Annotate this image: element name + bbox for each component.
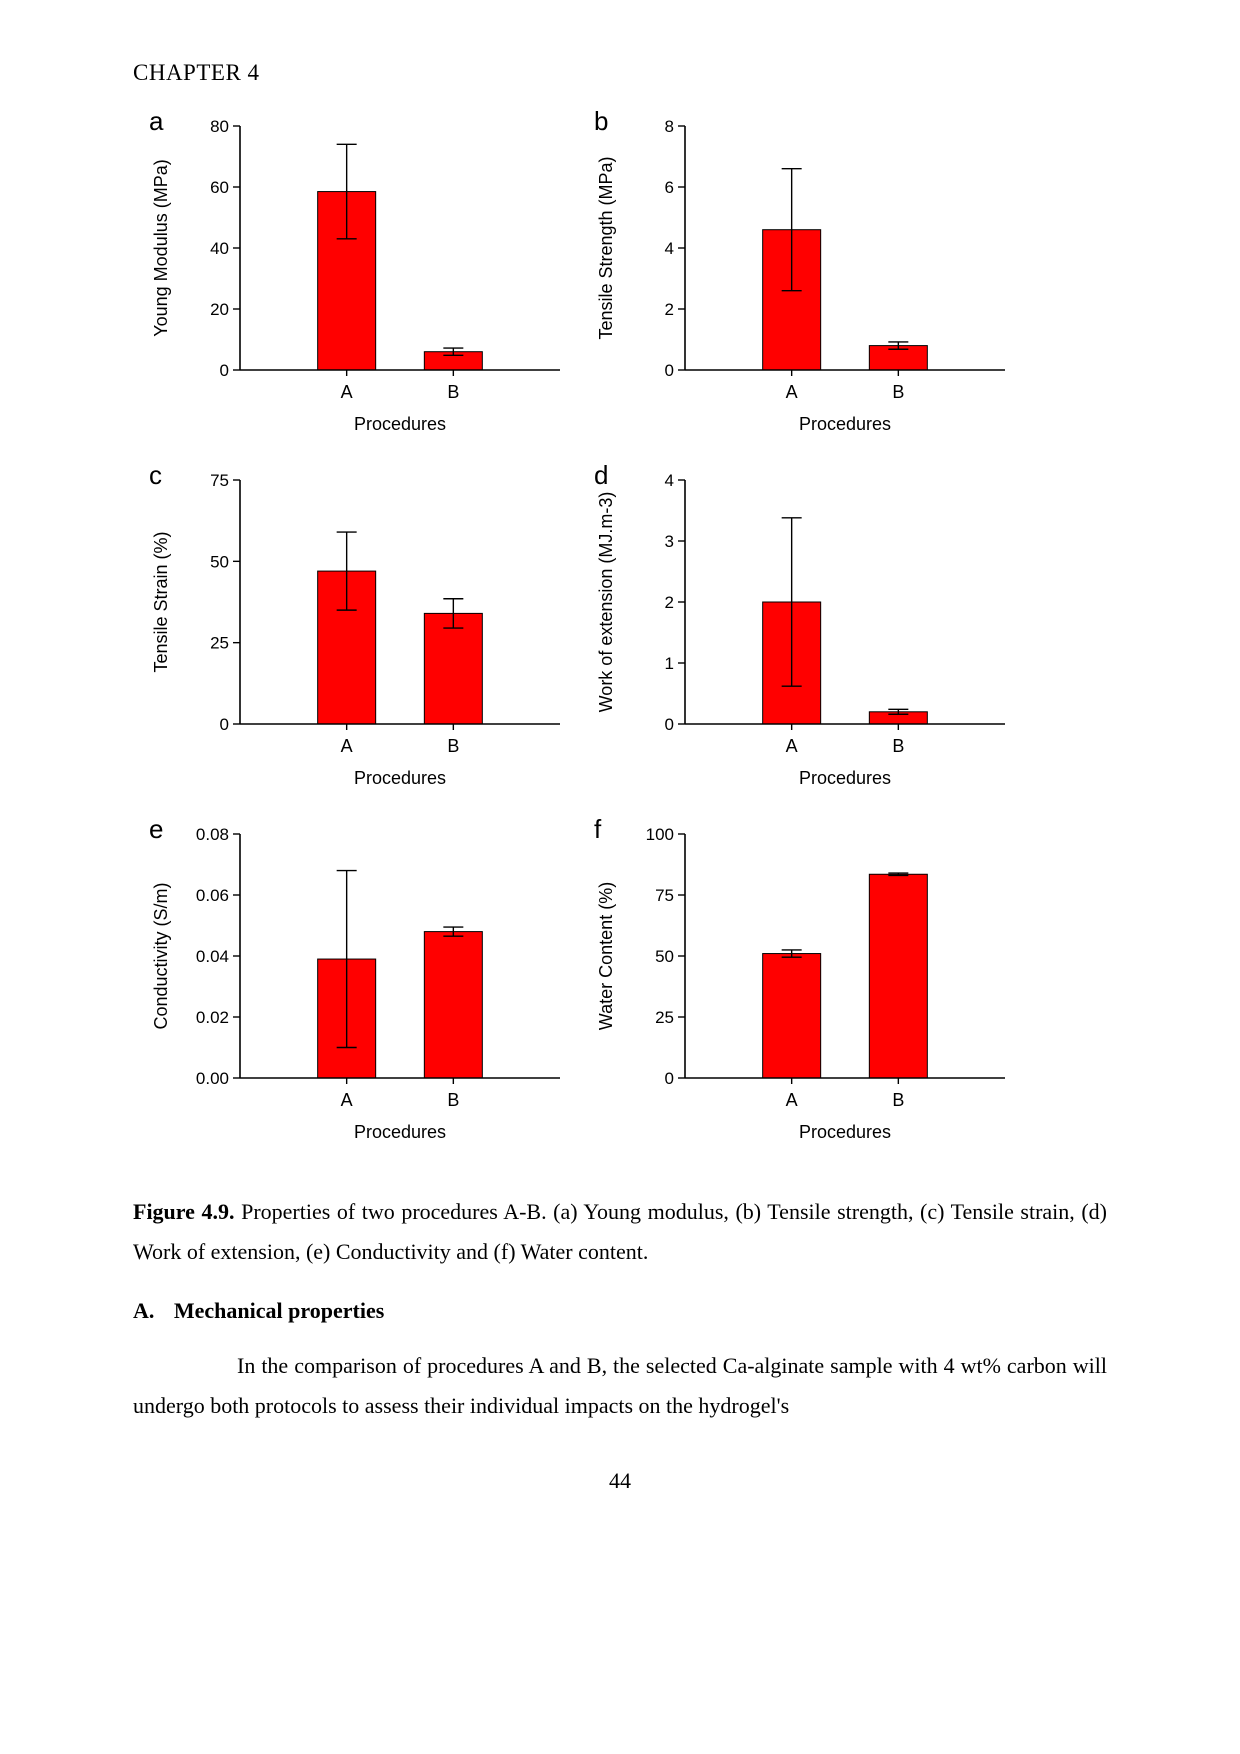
x-tick-label: B (892, 382, 905, 402)
figure-caption (133, 1192, 1107, 1272)
x-tick-label: A (785, 736, 798, 756)
y-axis-title: Water Content (%) (596, 881, 616, 1031)
y-tick-label: 3 (664, 532, 674, 551)
panel-letter-d: d (594, 460, 609, 490)
figure-caption-text: Properties of two procedures A-B. (a) Young modulus, (b) Tensile strength, (c) Tensile strain, (d) Work of extension, (e) Conductivity and (f) Water content. (133, 1199, 1108, 1265)
body-paragraph: In the comparison of procedures A and B, the selected Ca-alginate sample with 4 wt% carbon will undergo both protocols to assess their individual impacts on the hydrogel's (133, 1353, 1107, 1419)
x-axis-title: Procedures (353, 768, 447, 788)
chart-canvas-e (145, 820, 580, 1155)
figure-grid (145, 106, 1240, 1152)
chart-f (590, 814, 1035, 1152)
chart-svg-d (590, 466, 1025, 796)
chart-c (145, 460, 590, 798)
y-axis-title: Tensile Strain (%) (151, 531, 171, 673)
figure-caption-label: Figure 4.9. (133, 1199, 235, 1224)
x-axis-title: Procedures (353, 414, 447, 434)
x-tick-label: A (340, 382, 353, 402)
y-tick-label: 4 (664, 471, 674, 490)
y-tick-label: 8 (664, 117, 674, 136)
y-axis-title: Young Modulus (MPa) (151, 159, 171, 337)
y-tick-label: 0 (664, 361, 674, 380)
chart-a (145, 106, 590, 444)
chart-d (590, 460, 1035, 798)
x-axis-title: Procedures (798, 768, 892, 788)
section-heading-number: A. (133, 1298, 155, 1324)
x-tick-label: B (447, 382, 460, 402)
x-tick-label: A (340, 1090, 353, 1110)
y-tick-label: 20 (210, 300, 229, 319)
y-tick-label: 0.02 (195, 1008, 229, 1027)
y-tick-label: 0.00 (195, 1069, 229, 1088)
chart-canvas-f (590, 820, 1025, 1155)
section-heading-text: Mechanical properties (173, 1298, 385, 1324)
panel-letter-a: a (149, 106, 164, 136)
chart-e (145, 814, 590, 1152)
y-tick-label: 2 (664, 300, 674, 319)
y-tick-label: 6 (664, 178, 674, 197)
panel-letter-b: b (594, 106, 609, 136)
y-axis-title: Work of extension (MJ.m-3) (596, 491, 616, 713)
y-axis-title: Conductivity (S/m) (151, 882, 171, 1030)
x-tick-label: B (447, 1090, 460, 1110)
y-tick-label: 0.06 (195, 886, 229, 905)
x-tick-label: B (892, 1090, 905, 1110)
y-tick-label: 0 (219, 715, 229, 734)
chart-canvas-b (590, 112, 1025, 447)
chart-svg-e (145, 820, 580, 1150)
chart-canvas-a (145, 112, 580, 447)
panel-letter-f: f (594, 814, 602, 844)
x-tick-label: B (447, 736, 460, 756)
chapter-header: CHAPTER 4 (133, 60, 260, 85)
bar-e-B (424, 932, 482, 1078)
y-tick-label: 25 (655, 1008, 674, 1027)
bar-c-B (424, 613, 482, 724)
x-axis-title: Procedures (353, 1122, 447, 1142)
y-tick-label: 2 (664, 593, 674, 612)
page-number: 44 (609, 1468, 631, 1494)
chart-svg-a (145, 112, 580, 442)
y-tick-label: 75 (210, 471, 229, 490)
section-heading (133, 1298, 1107, 1324)
x-tick-label: B (892, 736, 905, 756)
panel-letter-c: c (149, 460, 162, 490)
bar-f-B (869, 874, 927, 1078)
y-tick-label: 25 (210, 633, 229, 653)
y-tick-label: 40 (210, 239, 229, 258)
y-tick-label: 50 (210, 552, 229, 572)
x-axis-title: Procedures (798, 414, 892, 434)
y-tick-label: 75 (655, 886, 674, 905)
bar-f-A (763, 954, 821, 1078)
y-tick-label: 0 (664, 715, 674, 734)
y-tick-label: 80 (210, 117, 229, 136)
y-tick-label: 1 (664, 654, 674, 673)
y-tick-label: 0 (664, 1069, 674, 1088)
chart-canvas-d (590, 466, 1025, 801)
y-tick-label: 0.04 (195, 947, 229, 966)
chart-canvas-c (145, 466, 580, 801)
y-tick-label: 50 (655, 947, 674, 966)
x-axis-title: Procedures (798, 1122, 892, 1142)
chart-svg-c (145, 466, 580, 796)
y-axis-title: Tensile Strength (MPa) (596, 156, 616, 340)
y-tick-label: 0 (219, 361, 229, 380)
y-tick-label: 4 (664, 239, 674, 258)
y-tick-label: 100 (645, 825, 674, 844)
chart-b (590, 106, 1035, 444)
x-tick-label: A (340, 736, 353, 756)
y-tick-label: 60 (210, 178, 229, 197)
y-tick-label: 0.08 (195, 825, 229, 844)
panel-letter-e: e (149, 814, 164, 844)
chart-svg-f (590, 820, 1025, 1150)
x-tick-label: A (785, 382, 798, 402)
chart-svg-b (590, 112, 1025, 442)
x-tick-label: A (785, 1090, 798, 1110)
